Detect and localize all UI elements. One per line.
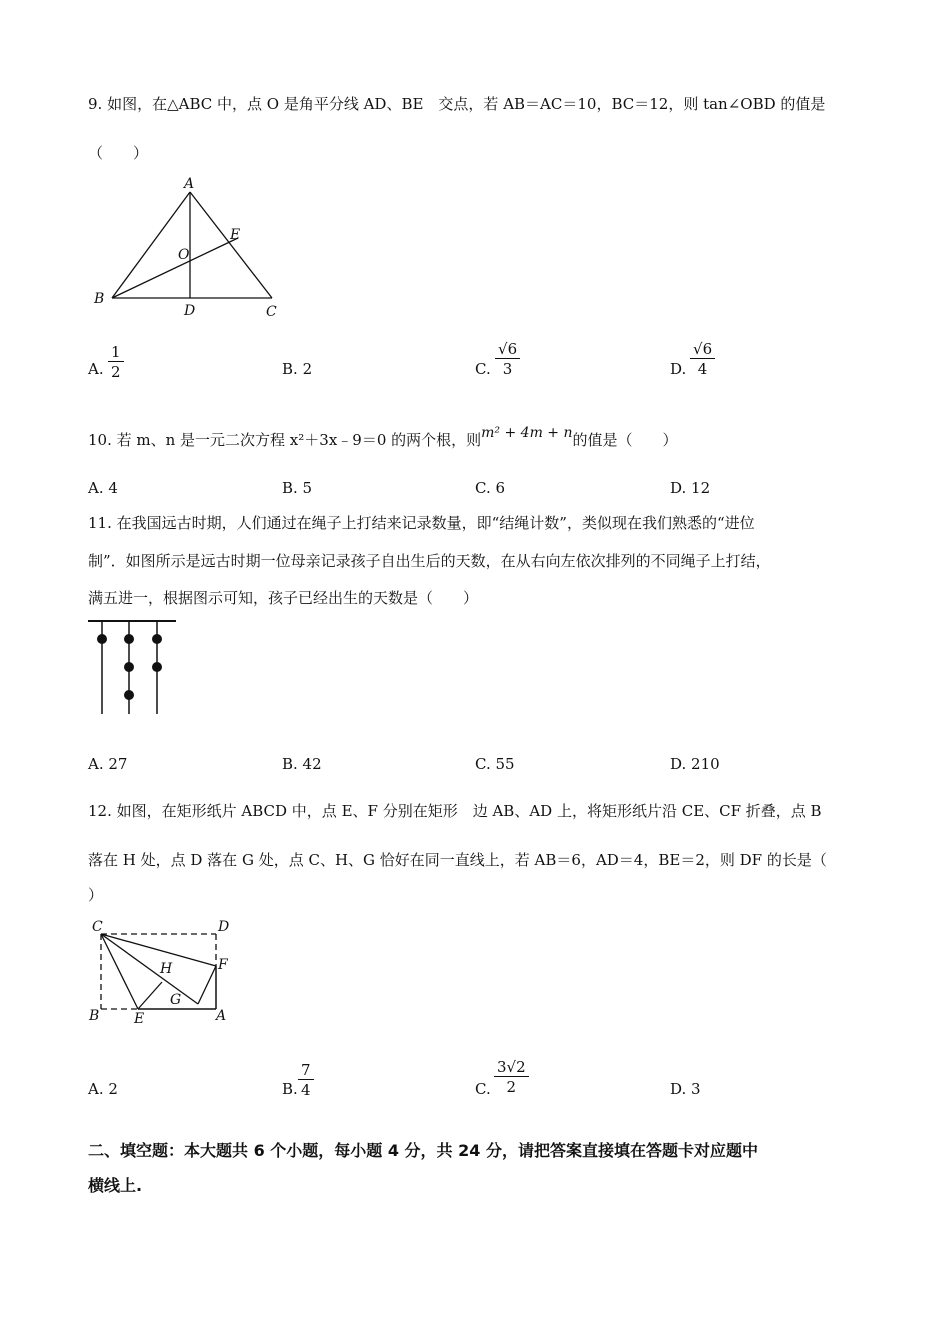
denominator: 2 — [111, 363, 121, 381]
label-c: C — [92, 919, 103, 935]
q9-option-b — [282, 359, 312, 379]
option-value: 3 — [691, 1080, 701, 1098]
stem-text: 10. 若 m、n 是一元二次方程 x²＋3x﹣9＝0 的两个根，则 — [88, 431, 482, 449]
segment-be — [112, 238, 238, 298]
q9-option-d-letter: D. — [670, 360, 687, 378]
fold-line-ce — [101, 934, 138, 1009]
label-d: D — [184, 303, 196, 319]
segment-ac — [190, 192, 272, 298]
option-letter: A. — [88, 1080, 104, 1098]
stem-text-tail: 的值是（ ） — [572, 431, 678, 449]
q11-option-c: C. 55 — [475, 755, 515, 773]
label-b: B — [89, 1008, 100, 1024]
q12-stem-line2: 落在 H 处，点 D 落在 G 处，点 C、H、G 恰好在同一直线上，若 AB＝6，AD＝4，BE＝2，则 DF 的长是（ — [88, 851, 827, 869]
q9-option-a-fraction — [108, 343, 124, 382]
q12-rectangle-fold-figure — [86, 914, 246, 1026]
q12-option-a — [88, 1079, 118, 1099]
numerator: √6 — [693, 340, 713, 358]
label-b: B — [94, 291, 105, 307]
q12-option-d — [670, 1079, 701, 1099]
q9-stem: 9. 如图，在△ABC 中，点 O 是角平分线 AD、BE 交点，若 AB＝AC＝10，BC＝12，则 tan∠OBD 的值是 — [88, 95, 826, 113]
section-2-heading-cont: 横线上. — [88, 1176, 143, 1195]
option-letter: D. — [670, 1080, 687, 1098]
radicand: 2 — [516, 1058, 526, 1076]
expression: m² + 4m + n — [481, 425, 573, 441]
q10-stem — [88, 425, 678, 451]
numerator: 1 — [111, 343, 121, 361]
denominator: 4 — [301, 1081, 311, 1099]
q9-answer-paren: （ ） — [88, 144, 149, 162]
denominator: 3 — [502, 360, 513, 378]
radicand: 6 — [702, 340, 713, 358]
knot — [97, 634, 107, 644]
knot — [152, 662, 162, 672]
label-a: A — [216, 1008, 227, 1024]
knot — [124, 662, 134, 672]
option-letter: B. — [282, 360, 298, 378]
option-value: 2 — [302, 360, 313, 378]
label-a: A — [184, 176, 195, 192]
label-g: G — [170, 992, 182, 1008]
line-chg — [101, 934, 198, 1004]
q12-option-b-letter: B. — [282, 1080, 298, 1098]
q11-option-b: B. 42 — [282, 755, 322, 773]
knot — [152, 634, 162, 644]
coefficient: 3 — [497, 1058, 507, 1076]
q10-option-d: D. 12 — [670, 479, 711, 497]
numerator: 3√2 — [497, 1058, 526, 1076]
q11-option-d: D. 210 — [670, 755, 720, 773]
q9-option-a-letter: A. — [88, 360, 104, 378]
q12-stem-line1: 12. 如图，在矩形纸片 ABCD 中，点 E、F 分别在矩形 边 AB、AD 上，将矩形纸片沿 CE、CF 折叠，点 B — [88, 802, 822, 820]
q12-option-b-fraction — [298, 1061, 314, 1100]
q12-option-c-fraction — [494, 1058, 529, 1097]
segment-gf — [198, 966, 216, 1004]
q11-stem-line3: 满五进一，根据图示可知，孩子已经出生的天数是（ ） — [88, 589, 479, 607]
denominator: 2 — [506, 1078, 517, 1096]
label-h: H — [160, 961, 173, 977]
knot — [124, 690, 134, 700]
q9-triangle-figure — [86, 172, 296, 322]
label-c: C — [266, 304, 277, 320]
label-f: F — [218, 957, 228, 973]
q10-option-c: C. 6 — [475, 479, 506, 497]
q9-option-c-fraction — [495, 340, 520, 379]
section-2-heading: 二、填空题：本大题共 6 个小题，每小题 4 分，共 24 分，请把答案直接填在答题卡对应题中 — [88, 1141, 758, 1160]
numerator: √6 — [498, 340, 518, 358]
q11-stem-line1: 11. 在我国远古时期，人们通过在绳子上打结来记录数量，即“结绳计数”，类似现在我们熟悉的“进位 — [88, 514, 755, 532]
segment-ab — [112, 192, 190, 298]
q11-option-a: A. 27 — [88, 755, 128, 773]
q9-option-c-letter: C. — [475, 360, 491, 378]
q12-option-c-letter: C. — [475, 1080, 491, 1098]
knot — [124, 634, 134, 644]
numerator: 7 — [301, 1061, 311, 1079]
radicand: 6 — [507, 340, 518, 358]
label-e: E — [134, 1011, 145, 1026]
option-value: 2 — [108, 1080, 118, 1098]
label-e: E — [230, 227, 241, 243]
q11-knot-rope-figure — [86, 614, 181, 718]
label-o: O — [178, 247, 190, 263]
fold-line-cf — [101, 934, 216, 966]
segment-eh — [138, 982, 162, 1009]
q10-option-b: B. 5 — [282, 479, 313, 497]
q10-option-a: A. 4 — [88, 479, 118, 497]
q12-stem-line3: ） — [88, 886, 104, 904]
label-d: D — [218, 919, 230, 935]
q11-stem-line2: 制”．如图所示是远古时期一位母亲记录孩子自出生后的天数，在从右向左依次排列的不同绳子上打结， — [88, 552, 771, 570]
denominator: 4 — [697, 360, 708, 378]
q9-option-d-fraction — [690, 340, 715, 379]
